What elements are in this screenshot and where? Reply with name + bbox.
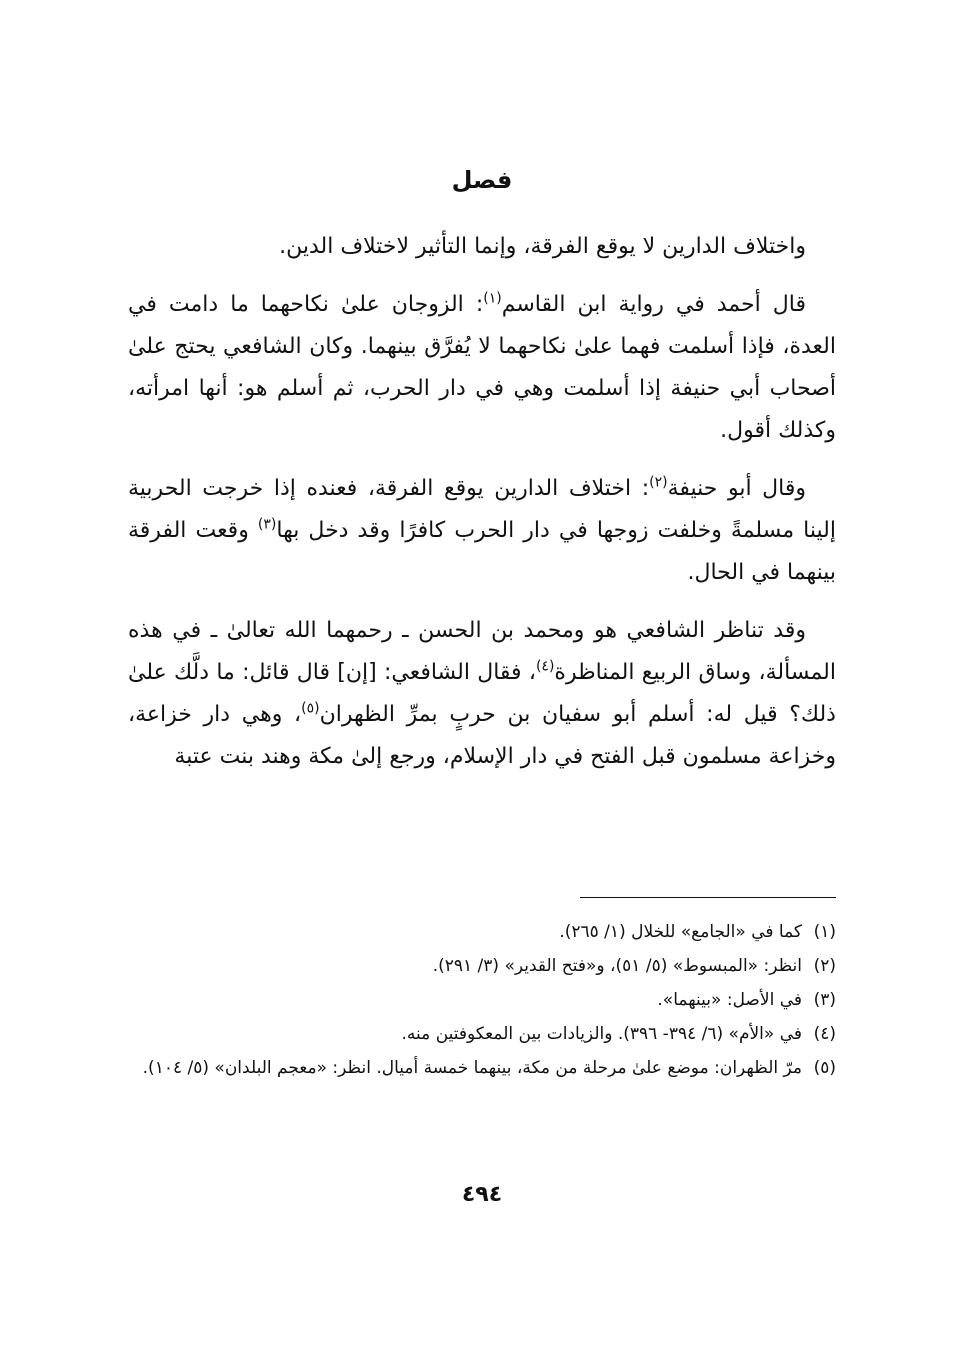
footnote-text: في الأصل: «بينهما». — [657, 990, 802, 1010]
footnote-ref-5[interactable]: (٥) — [301, 700, 320, 717]
footnote-ref-2[interactable]: (٢) — [649, 474, 668, 491]
paragraph-text: وقال أبو حنيفة — [667, 476, 807, 501]
footnote-ref-1[interactable]: (١) — [483, 290, 502, 307]
footnote-text: في «الأم» (٦/ ٣٩٤- ٣٩٦). والزيادات بين المعكوفتين منه. — [401, 1024, 802, 1044]
footnote-2 — [128, 949, 836, 983]
paragraph-text: واختلاف الدارين لا يوقع الفرقة، وإنما التأثير لاختلاف الدين. — [279, 234, 806, 259]
footnote-1 — [128, 915, 836, 949]
paragraph-text: قال أحمد في رواية ابن القاسم — [501, 292, 806, 317]
footnotes-section — [128, 915, 836, 1085]
footnote-number: (٣) — [813, 990, 836, 1010]
footnote-text: انظر: «المبسوط» (٥/ ٥١)، و«فتح القدير» (٣/ ٢٩١). — [432, 956, 802, 976]
paragraph-text: وقد تناظر الشافعي هو ومحمد بن الحسن ـ رحمهما الله تعالىٰ ـ في هذه المسألة، وساق الربيع المناظرة — [128, 618, 836, 685]
paragraph-text: وقعت الفرقة بينهما في الحال. — [128, 518, 836, 585]
paragraph-2 — [128, 284, 836, 452]
paragraph-text: ، وهي دار خزاعة، وخزاعة مسلمون قبل الفتح في دار الإسلام، ورجع إلىٰ مكة وهند بنت عتبة — [128, 702, 836, 769]
footnote-text: مرّ الظهران: موضع علىٰ مرحلة من مكة، بينهما خمسة أميال. انظر: «معجم البلدان» (٥/ ١٠٤). — [142, 1058, 802, 1078]
footnote-ref-3[interactable]: (٣) — [257, 516, 277, 533]
footnote-text: كما في «الجامع» للخلال (١/ ٢٦٥). — [559, 922, 802, 942]
paragraph-3 — [128, 468, 836, 594]
footnote-5 — [128, 1051, 836, 1085]
main-text-body — [128, 226, 836, 794]
footnote-number: (٢) — [813, 956, 836, 976]
footnote-3 — [128, 983, 836, 1017]
paragraph-1 — [128, 226, 836, 268]
paragraph-4 — [128, 610, 836, 778]
paragraph-text: ، فقال الشافعي: [إن] قال قائل: ما دلَّك علىٰ ذلك؟ قيل له: أسلم أبو سفيان بن حربٍ بمرِّ الظهران — [128, 660, 836, 727]
section-heading: فصل — [451, 166, 513, 194]
footnote-divider — [580, 897, 836, 898]
page-number: ٤٩٤ — [461, 1182, 503, 1207]
footnote-number: (٤) — [813, 1024, 836, 1044]
footnote-4 — [128, 1017, 836, 1051]
paragraph-text: : اختلاف الدارين يوقع الفرقة، فعنده إذا خرجت الحربية إلينا مسلمةً وخلفت زوجها في دار الحرب كافرًا وقد دخل بها — [128, 476, 836, 543]
footnote-number: (٥) — [813, 1058, 836, 1078]
footnote-number: (١) — [813, 922, 836, 942]
footnote-ref-4[interactable]: (٤) — [535, 658, 555, 675]
paragraph-text: : الزوجان علىٰ نكاحهما ما دامت في العدة، فإذا أسلمت فهما علىٰ نكاحهما لا يُفرَّق بينهما. وكان الشافعي يحتج علىٰ أصحاب أبي حنيفة إذا أسلمت وهي في دار الحرب، ثم أسلم هو: أنها امرأته، وكذلك أقول. — [128, 292, 836, 443]
